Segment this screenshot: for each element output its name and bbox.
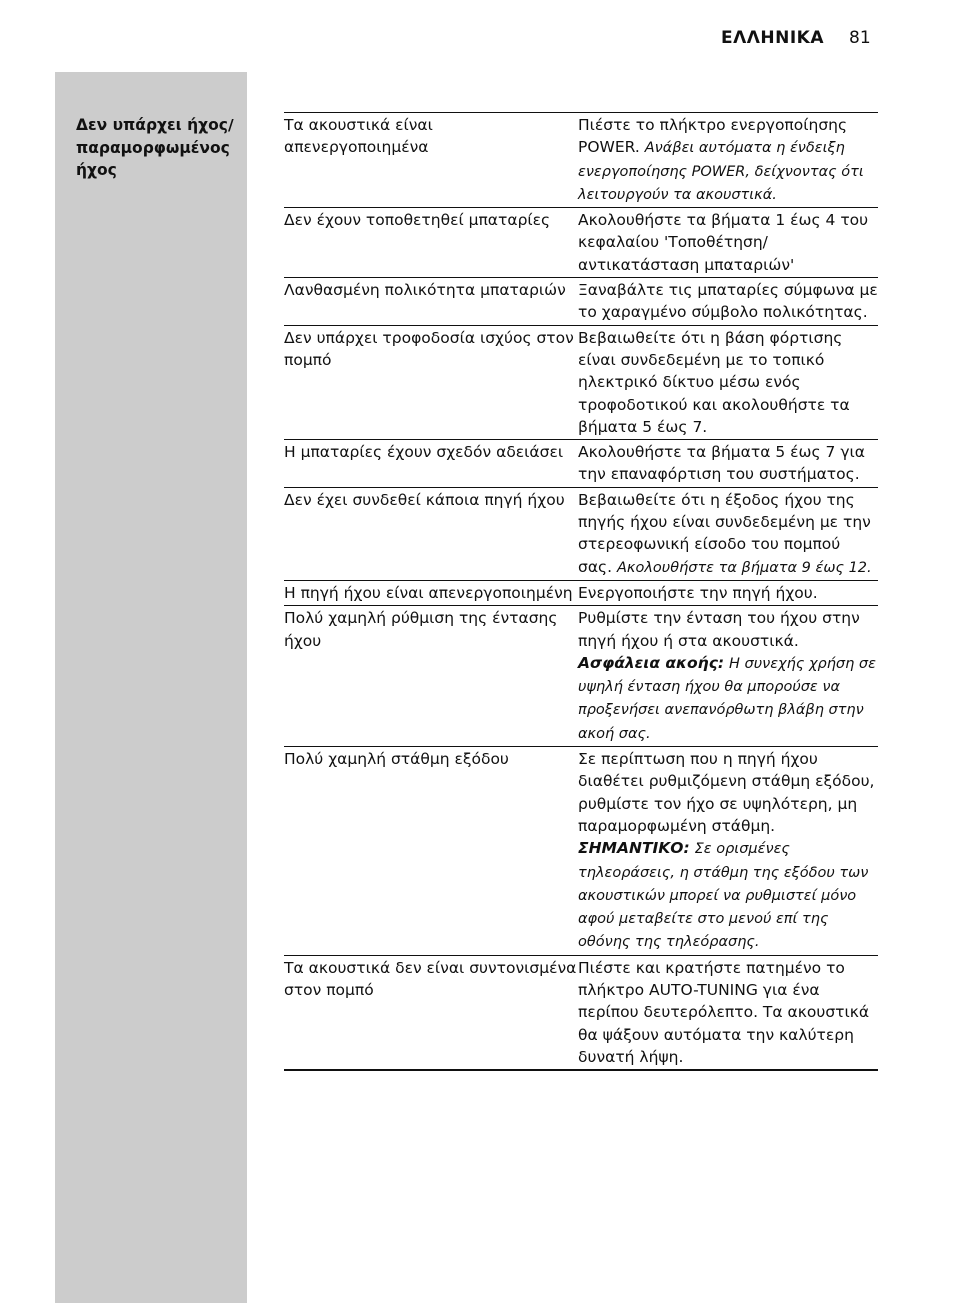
table-row bbox=[284, 747, 878, 956]
solution-text: Ενεργοποιήστε την πηγή ήχου. bbox=[578, 583, 818, 602]
solution-cell bbox=[578, 488, 878, 580]
solution-text: Σε περίπτωση που η πηγή ήχου διαθέτει ρυθμιζόμενη στάθμη εξόδου, ρυθμίστε τον ήχο σε υψηλότερη, μη παραμορφωμένη στάθμη. bbox=[578, 750, 875, 835]
solution-text: Ακολουθήστε τα βήματα 5 έως 7 για την επαναφόρτιση του συστήματος. bbox=[578, 443, 865, 484]
solution-cell bbox=[578, 440, 878, 487]
solution-text: Πιέστε και κρατήστε πατημένο το πλήκτρο AUTO-TUNING για ένα περίπου δευτερόλεπτο. Τα ακουστικά θα ψάξουν αυτόματα την καλύτερη δυνατή λήψη. bbox=[578, 958, 870, 1066]
page-number: 81 bbox=[849, 28, 871, 48]
solution-note: Η συνεχής χρήση σε υψηλή ένταση ήχου θα μπορούσε να προξενήσει ανεπανόρθωτη βλάβη στην ακοή σας. bbox=[578, 655, 876, 742]
solution-cell bbox=[578, 278, 878, 325]
solution-text: Ρυθμίστε την ένταση του ήχου στην πηγή ήχου ή στα ακουστικά. bbox=[578, 609, 860, 650]
solution-note: Σε ορισμένες τηλεοράσεις, η στάθμη της εξόδου των ακουστικών μπορεί να ρυθμιστεί μόνο αφού μεταβείτε στο μενού επί της οθόνης της τηλεόρασης. bbox=[578, 841, 869, 951]
solution-cell bbox=[578, 747, 878, 955]
table-row bbox=[284, 956, 878, 1071]
table-row bbox=[284, 581, 878, 606]
solution-text: Βεβαιωθείτε ότι η βάση φόρτισης είναι συνδεδεμένη με το τοπικό ηλεκτρικό δίκτυο μέσω ενός τροφοδοτικού και ακολουθήστε τα βήματα 5 έως 7. bbox=[578, 328, 850, 436]
solution-cell bbox=[578, 606, 878, 746]
solution-text: Ακολουθήστε τα βήματα 1 έως 4 του κεφαλαίου 'Τοποθέτηση/ αντικατάσταση μπαταριών' bbox=[578, 211, 869, 274]
solution-cell bbox=[578, 113, 878, 207]
solution-note: Ανάβει αυτόματα η ένδειξη ενεργοποίησης POWER, δείχνοντας ότι λειτουργούν τα ακουστικά. bbox=[578, 140, 864, 203]
sidebar-band bbox=[55, 72, 247, 1303]
solution-cell bbox=[578, 326, 878, 439]
solution-text: Πιέστε το πλήκτρο ενεργοποίησης POWER. bbox=[578, 116, 848, 157]
troubleshooting-table bbox=[284, 112, 878, 1071]
cause-cell: Η μπαταρίες έχουν σχεδόν αδειάσει bbox=[284, 443, 564, 462]
solution-cell bbox=[578, 581, 878, 605]
solution-note: Ακολουθήστε τα βήματα 9 έως 12. bbox=[617, 559, 872, 576]
table-row bbox=[284, 208, 878, 278]
solution-warning-label: ΣΗΜΑΝΤΙΚΟ: bbox=[578, 839, 690, 858]
table-row bbox=[284, 488, 878, 581]
section-title: Δεν υπάρχει ήχος/ παραμορφωμένος ήχος bbox=[76, 116, 234, 179]
cause-cell: Λανθασμένη πολικότητα μπαταριών bbox=[284, 281, 566, 300]
cause-cell: Πολύ χαμηλή στάθμη εξόδου bbox=[284, 750, 509, 769]
table-row bbox=[284, 440, 878, 488]
cause-cell: Δεν έχουν τοποθετηθεί μπαταρίες bbox=[284, 211, 551, 230]
solution-cell bbox=[578, 208, 878, 277]
cause-cell: Δεν έχει συνδεθεί κάποια πηγή ήχου bbox=[284, 490, 565, 509]
table-row bbox=[284, 278, 878, 326]
solution-text: Βεβαιωθείτε ότι η έξοδος ήχου της πηγής ήχου είναι συνδεδεμένη με την στερεοφωνική είσοδο του πομπού σας. bbox=[578, 490, 871, 576]
cause-cell: Τα ακουστικά είναι απενεργοποιημένα bbox=[284, 116, 433, 157]
cause-cell: Τα ακουστικά δεν είναι συντονισμένα στον πομπό bbox=[284, 958, 577, 999]
table-row bbox=[284, 326, 878, 440]
solution-cell bbox=[578, 956, 878, 1069]
solution-text: Ξαναβάλτε τις μπαταρίες σύμφωνα με το χαραγμένο σύμβολο πολικότητας. bbox=[578, 281, 878, 322]
solution-warning-label: Ασφάλεια ακοής: bbox=[578, 653, 725, 672]
table-row bbox=[284, 606, 878, 747]
cause-cell: Δεν υπάρχει τροφοδοσία ισχύος στον πομπό bbox=[284, 328, 574, 369]
cause-cell: Η πηγή ήχου είναι απενεργοποιημένη bbox=[284, 583, 573, 602]
table-row bbox=[284, 113, 878, 208]
header-language: ΕΛΛΗΝΙΚΑ bbox=[720, 28, 824, 48]
cause-cell: Πολύ χαμηλή ρύθμιση της έντασης ήχου bbox=[284, 609, 558, 650]
